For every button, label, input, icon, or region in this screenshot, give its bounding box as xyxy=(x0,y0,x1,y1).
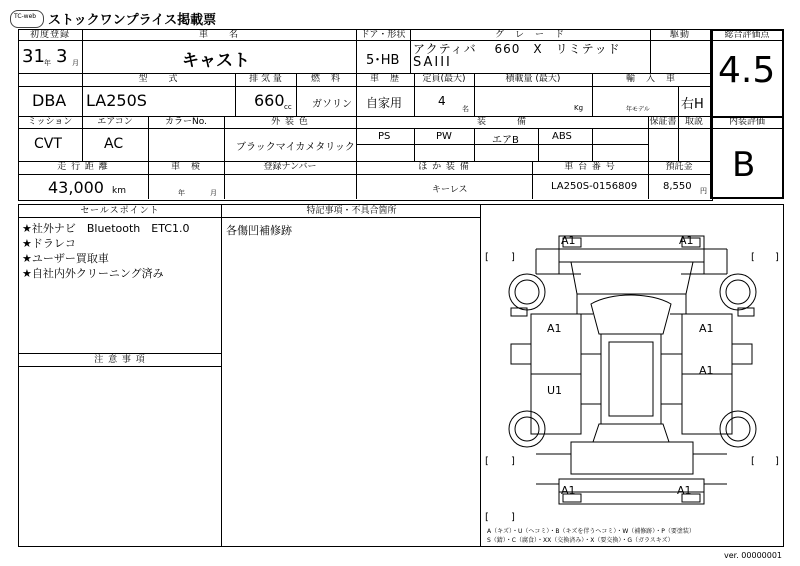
interior-score-value: B xyxy=(732,145,756,185)
label-mission: ミッション xyxy=(27,117,73,127)
mission-value: CVT xyxy=(34,136,62,152)
svg-text:[: [ xyxy=(751,456,755,467)
first-reg-month: 3 xyxy=(56,46,68,67)
label-inspection: 車 検 xyxy=(170,162,201,172)
mileage-value: 43,000 xyxy=(48,178,104,197)
capacity-unit: 名 xyxy=(462,105,469,113)
page-title: ストックワンプライス掲載票 xyxy=(48,13,217,28)
wheel-fr xyxy=(720,274,756,310)
label-usage: 車 歴 xyxy=(369,74,400,84)
label-first-reg: 初度登録 xyxy=(29,30,70,40)
import-sub: 年モデル xyxy=(626,106,650,113)
svg-text:[: [ xyxy=(485,512,489,523)
capacity-value: 4 xyxy=(438,94,446,108)
label-other-equip: ほ か 装 備 xyxy=(418,162,470,172)
equip-pw: PW xyxy=(436,131,452,142)
label-ext-color: 外 装 色 xyxy=(271,117,309,127)
other-equip-value: キーレス xyxy=(432,185,468,195)
car-name-value: キャスト xyxy=(182,51,250,71)
equip-airbag: エアB xyxy=(492,135,519,146)
sales-point-item: ★ユーザー買取車 xyxy=(22,252,109,265)
logo xyxy=(10,10,44,28)
label-recycle: 取説 xyxy=(684,117,703,127)
ext-color-value: ブラックマイカメタリック xyxy=(236,142,355,153)
model-prefix-value: DBA xyxy=(32,91,67,110)
legend-line1: A（キズ）・U（ヘコミ）・B（キズを伴うヘコミ）・W（補修跡）・P（要塗装） xyxy=(487,528,695,535)
label-color-no: カラーNo. xyxy=(165,117,207,127)
wheel-rl xyxy=(509,411,545,447)
mark-rear-right: A1 xyxy=(677,484,692,497)
label-door-type: ドア・形状 xyxy=(360,30,406,40)
logo-text: TC-web xyxy=(14,13,37,20)
hood xyxy=(571,262,693,294)
label-import: 輸 入 車 xyxy=(625,74,676,84)
label-drive: 駆動 xyxy=(669,30,690,40)
sales-point-item: ★社外ナビ Bluetooth ETC1.0 xyxy=(22,222,190,235)
equip-ps: PS xyxy=(378,131,391,142)
wheel-rr xyxy=(720,411,756,447)
notes-text: 各傷凹補修跡 xyxy=(226,224,292,237)
first-reg-year-unit: 年 xyxy=(44,59,51,67)
first-reg-year: 31 xyxy=(22,46,45,67)
mark-rear-left: A1 xyxy=(561,484,576,497)
roof xyxy=(601,334,661,424)
label-total-score: 総合評価点 xyxy=(724,30,770,40)
price-value: 8,550 xyxy=(663,181,692,192)
label-sales-points: セールスポイント xyxy=(80,206,160,216)
total-score-value: 4.5 xyxy=(718,50,776,91)
mileage-unit: km xyxy=(112,186,126,196)
label-model: 型 式 xyxy=(138,74,179,84)
label-plate: 登録ナンバー xyxy=(263,162,317,172)
right-rear-door xyxy=(682,374,732,434)
label-grade: グ レ ー ド xyxy=(494,30,565,40)
usage-value: 自家用 xyxy=(366,96,403,110)
label-load: 積載量 (最大) xyxy=(505,74,561,84)
displacement-value: 660 xyxy=(254,91,285,110)
svg-text:]: ] xyxy=(511,456,515,467)
price-unit: 円 xyxy=(700,187,707,195)
label-mileage: 走 行 距 離 xyxy=(57,162,109,172)
rear-glass xyxy=(593,424,669,442)
chassis-value: LA250S-0156809 xyxy=(551,181,638,192)
aircon-value: AC xyxy=(104,136,124,152)
fuel-value: ガソリン xyxy=(312,99,352,110)
label-caution: 注 意 事 項 xyxy=(94,355,146,365)
equip-abs: ABS xyxy=(552,131,572,142)
label-warranty: 保証書 xyxy=(649,117,677,127)
grade-line1: アクティバ 660 X リミテッド xyxy=(413,42,621,56)
label-car-name: 車 名 xyxy=(198,30,239,40)
label-interior-score: 内装評価 xyxy=(728,117,765,127)
version-label: ver. 00000001 xyxy=(724,551,783,560)
wheel-fl xyxy=(509,274,545,310)
notes-box xyxy=(222,204,481,547)
label-notes: 特記事項・不具合箇所 xyxy=(306,206,397,216)
mark-left-rear-door: U1 xyxy=(547,384,563,397)
label-displacement: 排 気 量 xyxy=(249,74,282,84)
sales-point-item: ★ドラレコ xyxy=(22,237,76,250)
mark-front-right: A1 xyxy=(679,234,694,247)
inspection-month: 月 xyxy=(210,189,217,197)
label-capacity: 定員(最大) xyxy=(422,74,466,84)
svg-text:]: ] xyxy=(775,252,779,263)
label-price: 預託金 xyxy=(665,162,693,172)
load-unit: Kg xyxy=(574,104,584,112)
grade-line2: SAIII xyxy=(413,55,452,70)
sales-points-list xyxy=(22,221,189,281)
svg-text:[: [ xyxy=(485,456,489,467)
mark-front-roof: A1 xyxy=(561,234,576,247)
inspection-year: 年 xyxy=(178,189,185,197)
label-chassis: 車 台 番 号 xyxy=(564,162,616,172)
first-reg-month-unit: 月 xyxy=(72,59,79,67)
mark-left-front-door: A1 xyxy=(547,322,562,335)
legend-line2: S（錆）・C（腐食）・XX（交換済み）・X（要交換）・G（ガラスキズ） xyxy=(487,537,674,544)
svg-text:[: [ xyxy=(751,252,755,263)
sales-point-item: ★自社内外クリーニング済み xyxy=(22,267,164,280)
model-value: LA250S xyxy=(86,91,147,110)
label-aircon: エアコン xyxy=(97,117,133,127)
door-type-value: 5･HB xyxy=(366,53,400,68)
mark-right-rear-door: A1 xyxy=(699,364,714,377)
handle-value: 右H xyxy=(681,97,704,112)
label-fuel: 燃 料 xyxy=(310,74,341,84)
mark-right-front-door: A1 xyxy=(699,322,714,335)
svg-text:]: ] xyxy=(511,512,515,523)
car-diagram xyxy=(481,204,784,547)
displacement-unit: cc xyxy=(284,103,292,111)
windshield xyxy=(591,295,671,334)
svg-text:]: ] xyxy=(775,456,779,467)
label-equipment: 装 備 xyxy=(476,117,527,127)
svg-text:[: [ xyxy=(485,252,489,263)
svg-text:]: ] xyxy=(511,252,515,263)
